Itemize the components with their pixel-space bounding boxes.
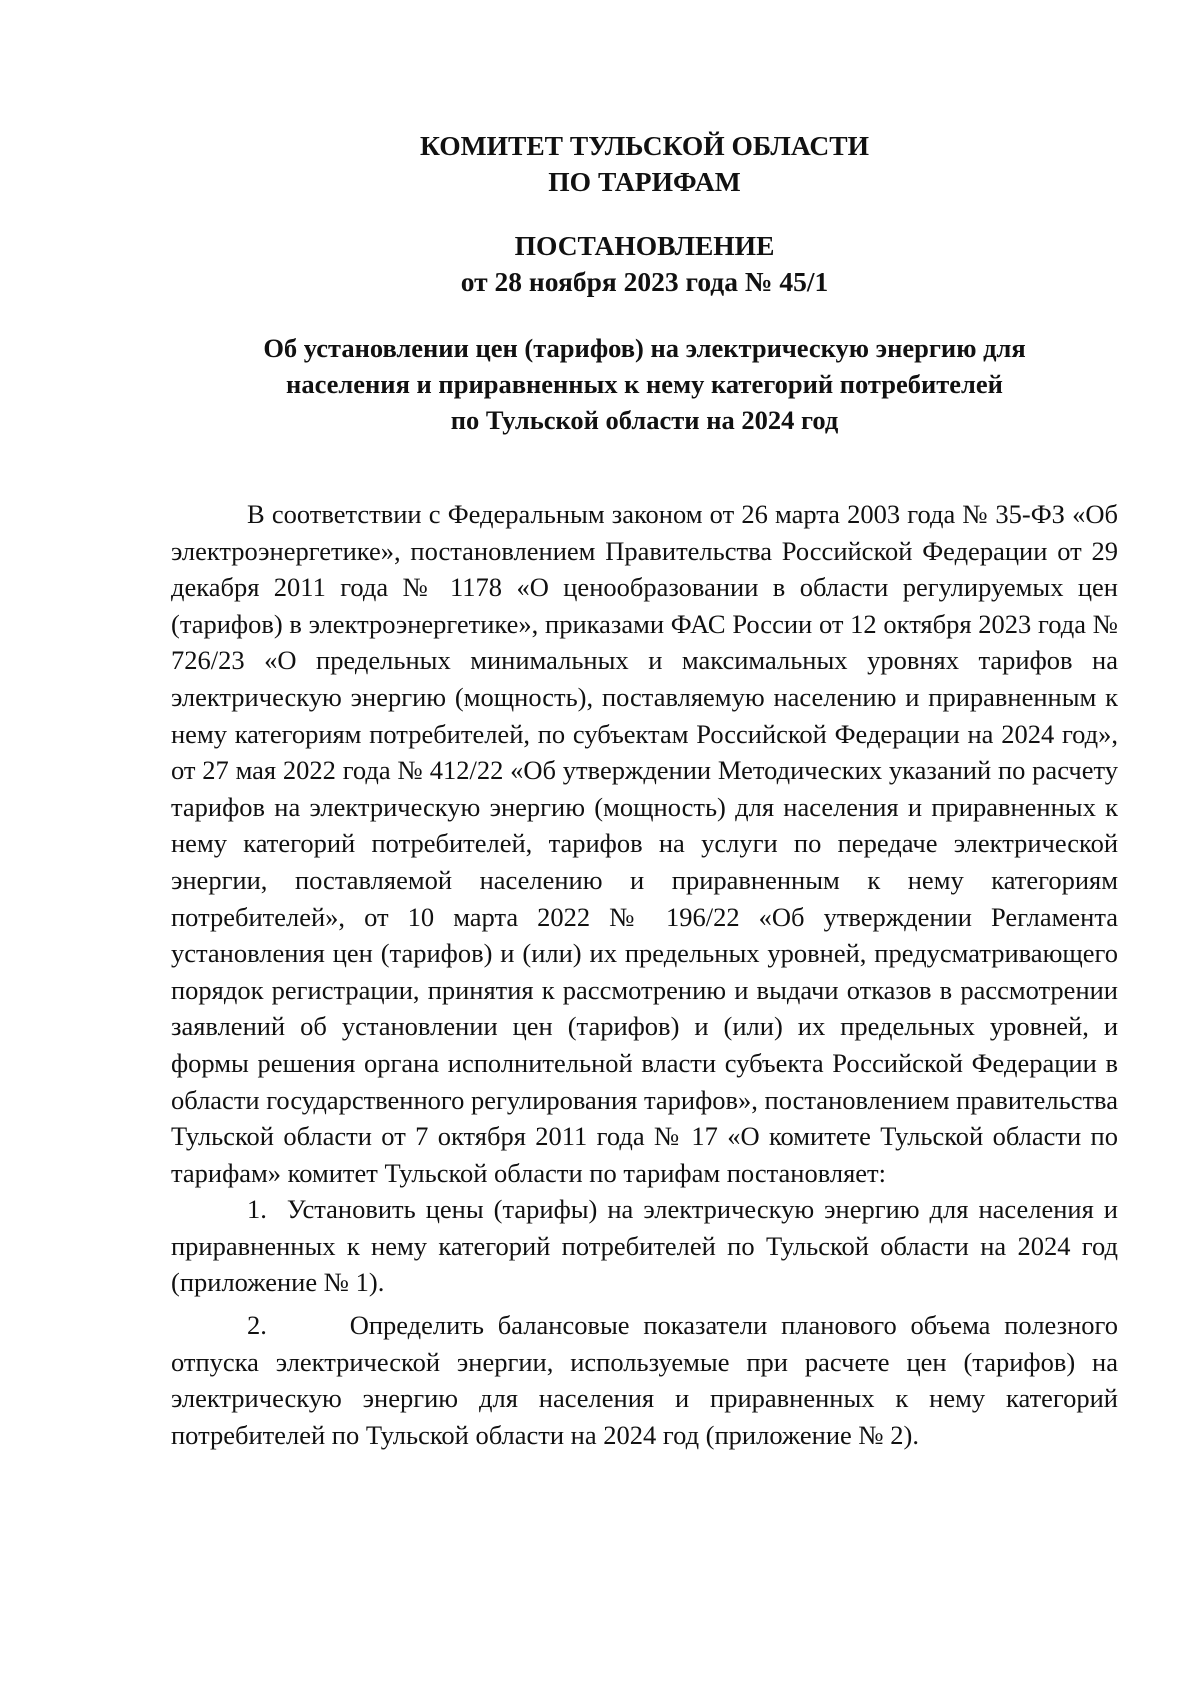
document-type-block (171, 228, 1118, 300)
document-type: ПОСТАНОВЛЕНИЕ (514, 230, 775, 261)
title-line1: Об установлении цен (тарифов) на электрическую энергию для (263, 333, 1026, 363)
resolution-item-2: 2. Определить балансовые показатели планового объема полезного отпуска электрической энергии, используемые при расчете цен (тарифов) на электрическую энергию для населения и приравненных к нему категорий потребителей по Тульской области на 2024 год (приложение № 2). (171, 1310, 1125, 1450)
title-line2: населения и приравненных к нему категорий потребителей (286, 369, 1003, 399)
org-name-line1: КОМИТЕТ ТУЛЬСКОЙ ОБЛАСТИ (419, 130, 869, 161)
org-name-line2: ПО ТАРИФАМ (548, 166, 741, 197)
title-line3: по Тульской области на 2024 год (450, 405, 839, 435)
document-title (171, 330, 1118, 438)
document-page (171, 128, 1125, 1453)
preamble-paragraph: В соответствии с Федеральным законом от 26 марта 2003 года № 35-ФЗ «Об электроэнергетике», постановлением Правительства Российской Федерации от 29 декабря 2011 года № 1178 «О ценообразовании в области регулируемых цен (тарифов) в электроэнергетике», приказами ФАС России от 12 октября 2023 года № 726/23 «О предельных минимальных и максимальных уровнях тарифов на электрическую энергию (мощность), поставляемую населению и приравненным к нему категориям потребителей, по субъектам Российской Федерации на 2024 год», от 27 мая 2022 года № 412/22 «Об утверждении Методических указаний по расчету тарифов на электрическую энергию (мощность) для населения и приравненных к нему категорий потребителей, тарифов на услуги по передаче электрической энергии, поставляемой населению и приравненным к нему категориям потребителей», от 10 марта 2022 № 196/22 «Об утверждении Регламента установления цен (тарифов) и (или) их предельных уровней, предусматривающего порядок регистрации, принятия к рассмотрению и выдачи отказов в рассмотрении заявлений об установлении цен (тарифов) и (или) их предельных уровней, и формы решения органа исполнительной власти субъекта Российской Федерации в области государственного регулирования тарифов», постановлением правительства Тульской области от 7 октября 2011 года № 17 «О комитете Тульской области по тарифам» комитет Тульской области по тарифам постановляет: (171, 499, 1118, 1188)
document-date-number: от 28 ноября 2023 года № 45/1 (460, 266, 829, 297)
organization-header (171, 128, 1118, 200)
resolution-item-1: 1. Установить цены (тарифы) на электрическую энергию для населения и приравненных к нему категорий потребителей по Тульской области на 2024 год (приложение № 1). (171, 1194, 1125, 1298)
document-body (171, 496, 1125, 1453)
